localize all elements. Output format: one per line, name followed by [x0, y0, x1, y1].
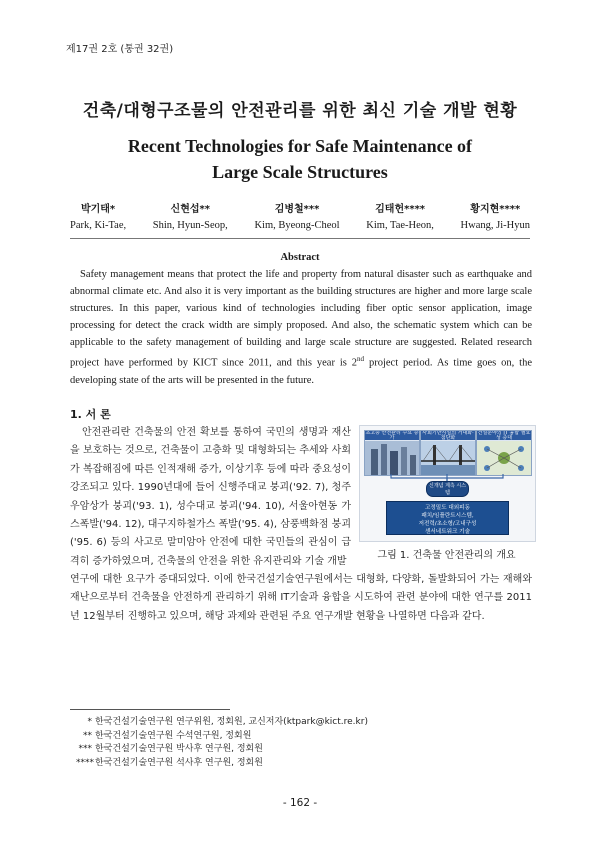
page-number: - 162 -: [282, 797, 318, 809]
footnote-mark: **: [83, 730, 92, 741]
footnote-mark: ***: [78, 744, 92, 755]
title-english-line1: Recent Technologies for Safe Maintenance of: [127, 136, 473, 156]
footnote-divider: [70, 709, 230, 710]
footnote-mark: ****: [76, 757, 94, 768]
body-paragraph: 안전관리란 건축물의 안전 확보를 통하여 국민의 생명과 재산을 보호하는 것으로, 건축물이 고층화 및 대형화되는 추세와 사회가 복잡해짐에 따른 인적재해 증가, 이상기후 등에 따라 중요성이 강조되고 있다. 1990년대에 들어 신행주대교 붕괴('92. 7), 청주 우암상가 붕괴('93. 1), 성수대교 붕괴('94. 10), 서울아현동 가스폭발('94. 12), 대구지하철가스 폭발('95. 4), 삼풍백화점 붕괴('95. 6) 등의 사고로 말미암아 안전에 대한 국민들의 관심이 급격히 증가하였으며, 건축물의 안전을 위한 유지관리와 기술 개발: [70, 427, 351, 567]
figure-caption: 그림 1. 건축물 안전관리의 개요: [377, 550, 516, 561]
abstract-body-end: project period. As time goes on, the developing state of the arts will be presented in the future.: [70, 357, 533, 386]
footnote: [76, 730, 368, 744]
footnote: [76, 716, 368, 730]
figure-panel-label: 건설분야의 IT 융합 필요성 증대: [477, 430, 531, 441]
figure-panel-label: 초고층 안전관리 수요 증가: [365, 430, 419, 441]
body-paragraph-continued: 연구에 대한 요구가 증대되었다. 이에 한국건설기술연구원에서는 대형화, 다양화, 돌발화되어 가는 재해와 재난으로부터 건축물을 안전하게 관리하기 위해 IT기술과 융합을 시도하여 관련 분야에 대한 연구를 2011년 12월부터 진행하고 있으며, 해당 과제와 관련된 주요 연구개발 현황을 나열하면 다음과 같다.: [70, 574, 532, 622]
footnote-text: 한국건설기술연구원 석사후 연구원, 정회원: [95, 757, 263, 768]
footnote-text: 한국건설기술연구원 박사후 연구원, 정회원: [95, 744, 263, 755]
author-divider: [70, 238, 530, 239]
figure-panel-right: [476, 430, 532, 476]
bridge-photo-icon: [421, 441, 475, 475]
skyscraper-photo-icon: [365, 441, 419, 475]
title-english: [0, 133, 600, 185]
figure-panel-left: [364, 430, 420, 476]
author-name-korean: 김병철***: [274, 204, 320, 215]
author-name-english: Shin, Hyun-Seop,: [152, 220, 228, 231]
footnote-text: 한국건설기술연구원 수석연구원, 정회원: [95, 730, 252, 741]
footnotes: [76, 716, 368, 770]
abstract-heading: Abstract: [280, 252, 320, 263]
figure-center-label: 신개념 계측 시스템: [426, 481, 469, 497]
author-name-english: Kim, Byeong-Cheol: [254, 220, 340, 231]
figure-tech-line: 센서네트워크 기술: [424, 529, 470, 535]
figure-tech-line: 저전력/초소형/고내구성: [418, 521, 477, 527]
author: [70, 200, 126, 231]
title-english-line2: Large Scale Structures: [212, 162, 388, 182]
figure-panel-label: 사회기반시설의 거대화·첨단화: [422, 430, 474, 441]
it-network-icon: [477, 441, 531, 475]
footnote-text: 한국건설기술연구원 연구위원, 정회원, 교신저자(ktpark@kict.re.kr): [95, 717, 368, 727]
author-name-english: Park, Ki-Tae,: [70, 220, 127, 231]
section-heading: 1. 서 론: [70, 408, 111, 421]
author: [153, 200, 228, 231]
figure-overview-diagram: [359, 425, 536, 542]
author-name-english: Kim, Tae-Heon,: [366, 220, 434, 231]
figure-tech-line: 고정밀도 대외피동: [424, 505, 470, 511]
title-korean: 건축/대형구조물의 안전관리를 위한 최신 기술 개발 현황: [82, 101, 518, 121]
abstract-superscript: nd: [357, 355, 365, 363]
abstract-body: Safety management means that protect the life and property from natural disaster such as earthquake and abnormal climate etc. And also it is very important as the building structures are higher and more large scale structures. In this paper, various kind of technologies including fiber optic sensor application, image processing for detect the crack width are simply proposed. And also, the schematic system which can be applicable to the safety management of building and large scale structure are suggested. Related research project have performed by KICT since 2011, and this year is 2: [70, 269, 532, 369]
body-full-width-text: [70, 571, 532, 626]
abstract-text: [70, 266, 532, 389]
footnote-mark: *: [87, 717, 92, 727]
author-name-korean: 황지현****: [470, 204, 521, 215]
author-name-korean: 김태헌****: [375, 204, 426, 215]
author-name-english: Hwang, Ji-Hyun: [460, 220, 530, 231]
author: [461, 200, 530, 231]
footnote: [76, 757, 368, 771]
author-name-korean: 박기태*: [80, 204, 116, 215]
figure-tech-line: 패치/임플란트시스템,: [421, 513, 474, 519]
figure-panel-middle: [420, 430, 476, 476]
author-list: [70, 200, 530, 231]
footnote: [76, 743, 368, 757]
figure-technology-box: [386, 501, 509, 535]
author: [254, 200, 339, 231]
body-column-text: [70, 424, 351, 571]
author-name-korean: 신현섭**: [170, 204, 210, 215]
author: [366, 200, 434, 231]
running-head: 제17권 2호 (통권 32권): [66, 44, 174, 55]
